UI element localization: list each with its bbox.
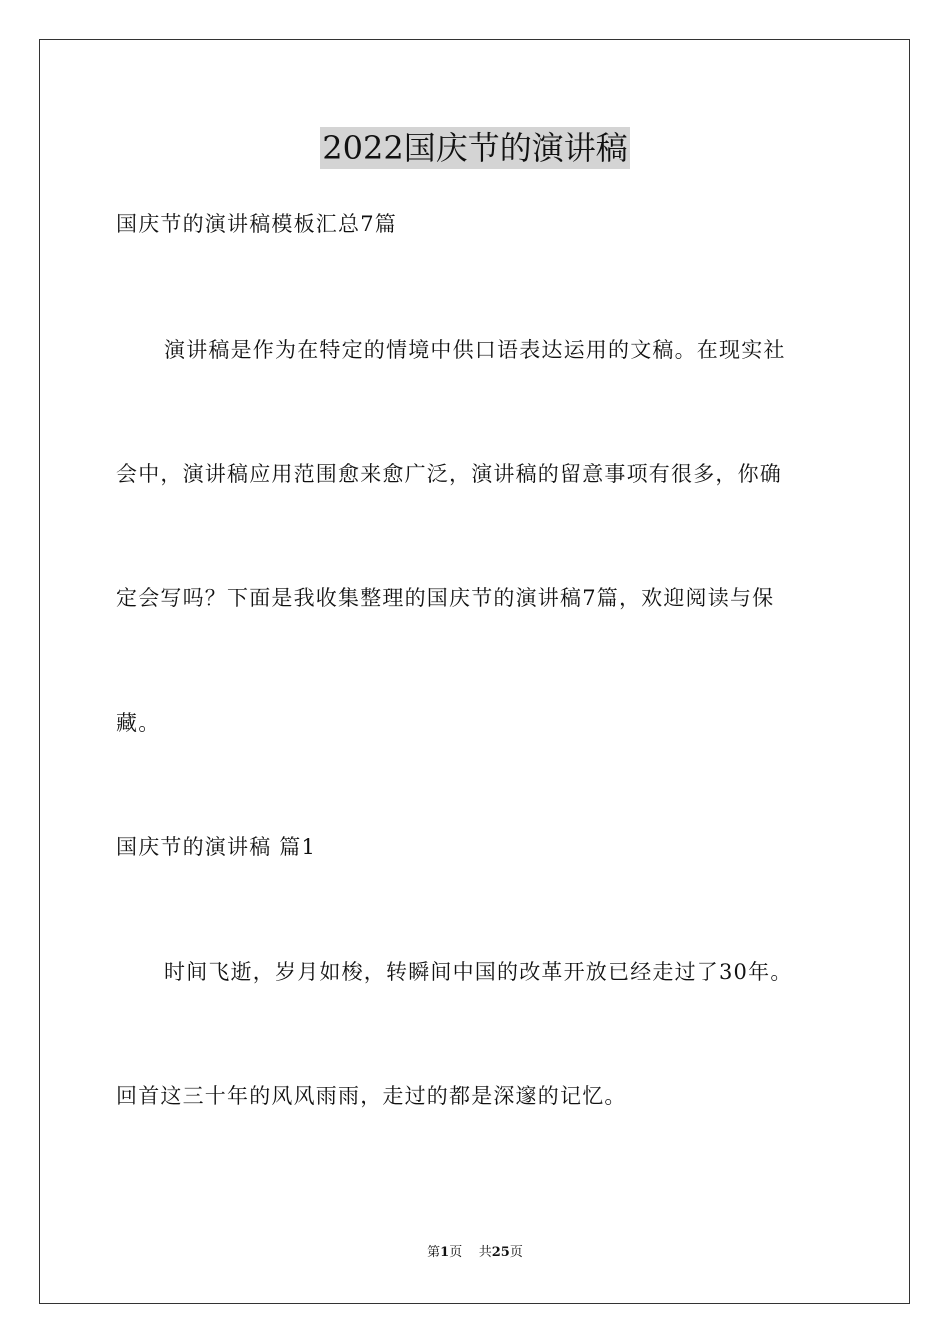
- paragraph-line: 定会写吗？下面是我收集整理的国庆节的演讲稿7篇，欢迎阅读与保: [116, 586, 775, 610]
- paragraph-line: 藏。: [116, 711, 161, 735]
- page-prefix: 第: [427, 1245, 441, 1260]
- total-prefix: 共: [478, 1245, 492, 1260]
- page-suffix: 页: [449, 1245, 463, 1260]
- page-footer: [0, 1244, 950, 1262]
- document-title: 2022国庆节的演讲稿: [322, 129, 628, 167]
- paragraph-line: 回首这三十年的风风雨雨，走过的都是深邃的记忆。: [116, 1084, 627, 1108]
- total-suffix: 页: [509, 1245, 523, 1260]
- total-pages: 25: [491, 1245, 510, 1260]
- paragraph-line: 会中，演讲稿应用范围愈来愈广泛，演讲稿的留意事项有很多，你确: [116, 462, 782, 486]
- paragraph-line: 时间飞逝，岁月如梭，转瞬间中国的改革开放已经走过了30年。: [164, 960, 793, 984]
- title-container: [0, 127, 950, 169]
- paragraph-line: 演讲稿是作为在特定的情境中供口语表达运用的文稿。在现实社: [164, 338, 786, 362]
- section-heading: 国庆节的演讲稿 篇1: [116, 835, 317, 859]
- page-number: 1: [440, 1245, 450, 1260]
- subtitle-line: 国庆节的演讲稿模板汇总7篇: [116, 212, 397, 236]
